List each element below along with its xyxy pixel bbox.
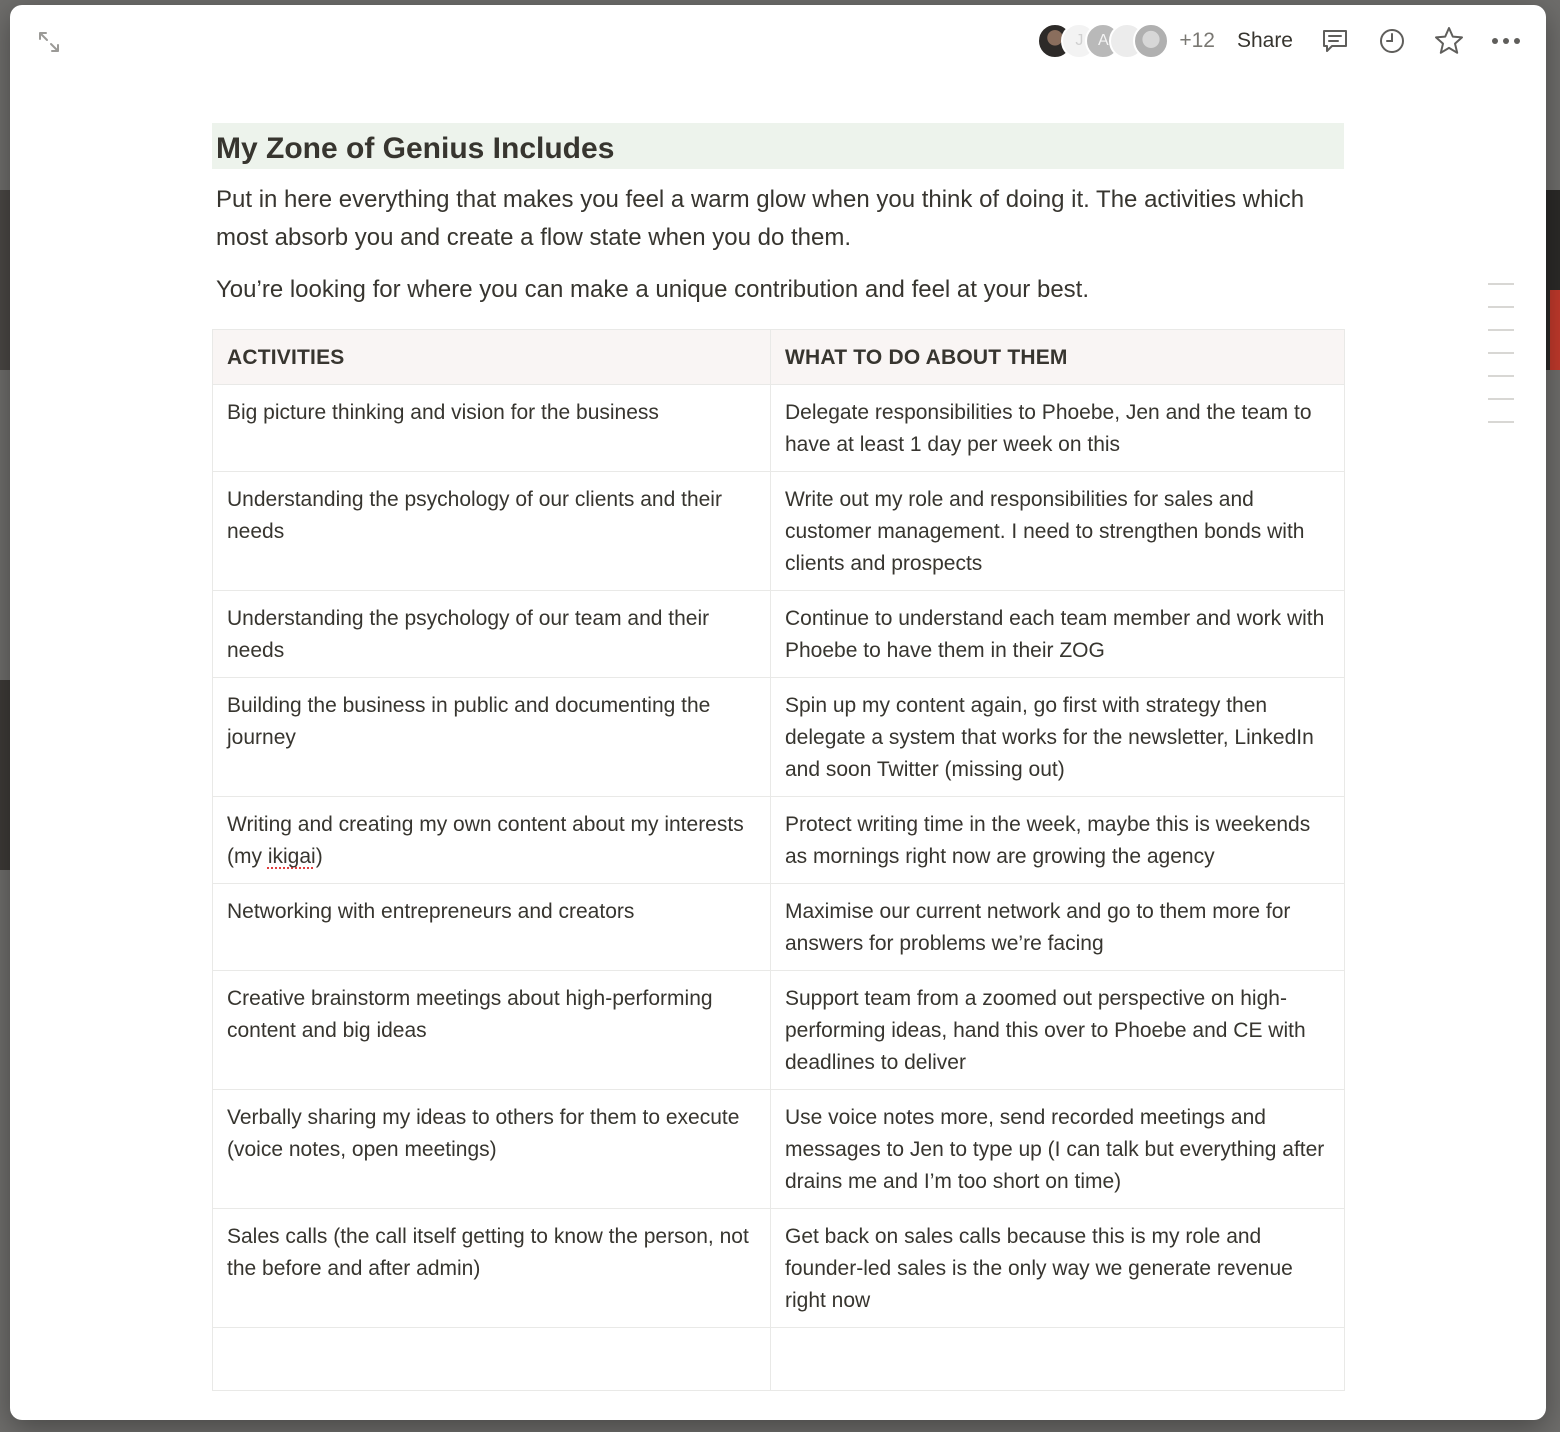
page-peek-modal [10,5,1546,1420]
action-cell[interactable]: Get back on sales calls because this is my role and founder-led sales is the only way we generate revenue right now [771,1209,1345,1328]
topbar [10,5,1546,77]
avatar[interactable]: J [1061,23,1097,59]
table-row [213,1209,1345,1328]
table-row [213,1090,1345,1209]
topbar-actions [1037,21,1522,61]
activity-cell[interactable]: Building the business in public and documenting the journey [213,678,771,797]
action-cell[interactable]: Support team from a zoomed out perspective on high-performing ideas, hand this over to Phoebe and CE with deadlines to deliver [771,971,1345,1090]
activity-cell[interactable]: Sales calls (the call itself getting to know the person, not the before and after admin) [213,1209,771,1328]
activity-cell[interactable]: Networking with entrepreneurs and creators [213,884,771,971]
action-cell[interactable] [771,1328,1345,1391]
activity-text: ) [315,845,323,868]
section-heading[interactable]: My Zone of Genius Includes [212,123,1344,169]
zone-of-genius-table [212,329,1345,1391]
activity-cell[interactable]: Understanding the psychology of our clients and their needs [213,472,771,591]
clock-icon[interactable] [1376,25,1408,57]
avatar[interactable] [1133,23,1169,59]
activity-cell[interactable]: Creative brainstorm meetings about high-performing content and big ideas [213,971,771,1090]
action-cell[interactable]: Spin up my content again, go first with strategy then delegate a system that works for the newsletter, LinkedIn and soon Twitter (missing out) [771,678,1345,797]
action-cell[interactable]: Continue to understand each team member and work with Phoebe to have them in their ZOG [771,591,1345,678]
table-row [213,678,1345,797]
activity-cell[interactable]: Verbally sharing my ideas to others for them to execute (voice notes, open meetings) [213,1090,771,1209]
expand-arrows-icon[interactable] [34,27,64,57]
background-page-fragment [1550,290,1560,370]
column-header-activities[interactable]: ACTIVITIES [213,330,771,385]
table-row [213,385,1345,472]
action-cell[interactable]: Write out my role and responsibilities for sales and customer management. I need to strengthen bonds with clients and prospects [771,472,1345,591]
share-button[interactable]: Share [1236,29,1293,52]
table-header-row [213,330,1345,385]
spellcheck-flagged-word[interactable]: ikigai [267,845,316,868]
table-row [213,472,1345,591]
avatar[interactable]: A [1085,23,1121,59]
extra-collaborators-count[interactable]: +12 [1179,29,1215,52]
action-cell[interactable]: Protect writing time in the week, maybe this is weekends as mornings right now are growing the agency [771,797,1345,884]
table-row [213,884,1345,971]
star-icon[interactable] [1433,25,1465,57]
activity-text: Writing and creating my own content about my interests (my [227,813,744,868]
action-cell[interactable]: Delegate responsibilities to Phoebe, Jen and the team to have at least 1 day per week on this [771,385,1345,472]
description-paragraph[interactable]: You’re looking for where you can make a unique contribution and feel at your best. [216,276,1089,303]
activity-cell[interactable] [213,1328,771,1391]
table-row [213,797,1345,884]
action-cell[interactable]: Use voice notes more, send recorded meetings and messages to Jen to type up (I can talk but everything after drains me and I’m too short on time) [771,1090,1345,1209]
more-icon[interactable] [1490,25,1522,57]
table-row [213,591,1345,678]
activity-cell[interactable] [213,797,771,884]
description-paragraph[interactable]: Put in here everything that makes you feel a warm glow when you think of doing it. The activities which most absorb you and create a flow state when you do them. [216,186,1305,251]
comment-icon[interactable] [1319,25,1351,57]
activity-cell[interactable]: Big picture thinking and vision for the business [213,385,771,472]
table-row [213,971,1345,1090]
column-header-actions[interactable]: WHAT TO DO ABOUT THEM [771,330,1345,385]
action-cell[interactable]: Maximise our current network and go to them more for answers for problems we’re facing [771,884,1345,971]
activity-cell[interactable]: Understanding the psychology of our team and their needs [213,591,771,678]
table-row [213,1328,1345,1391]
collaborator-avatars[interactable] [1037,23,1169,59]
page-content [212,123,1344,1391]
table-of-contents-outline[interactable] [1488,283,1514,444]
